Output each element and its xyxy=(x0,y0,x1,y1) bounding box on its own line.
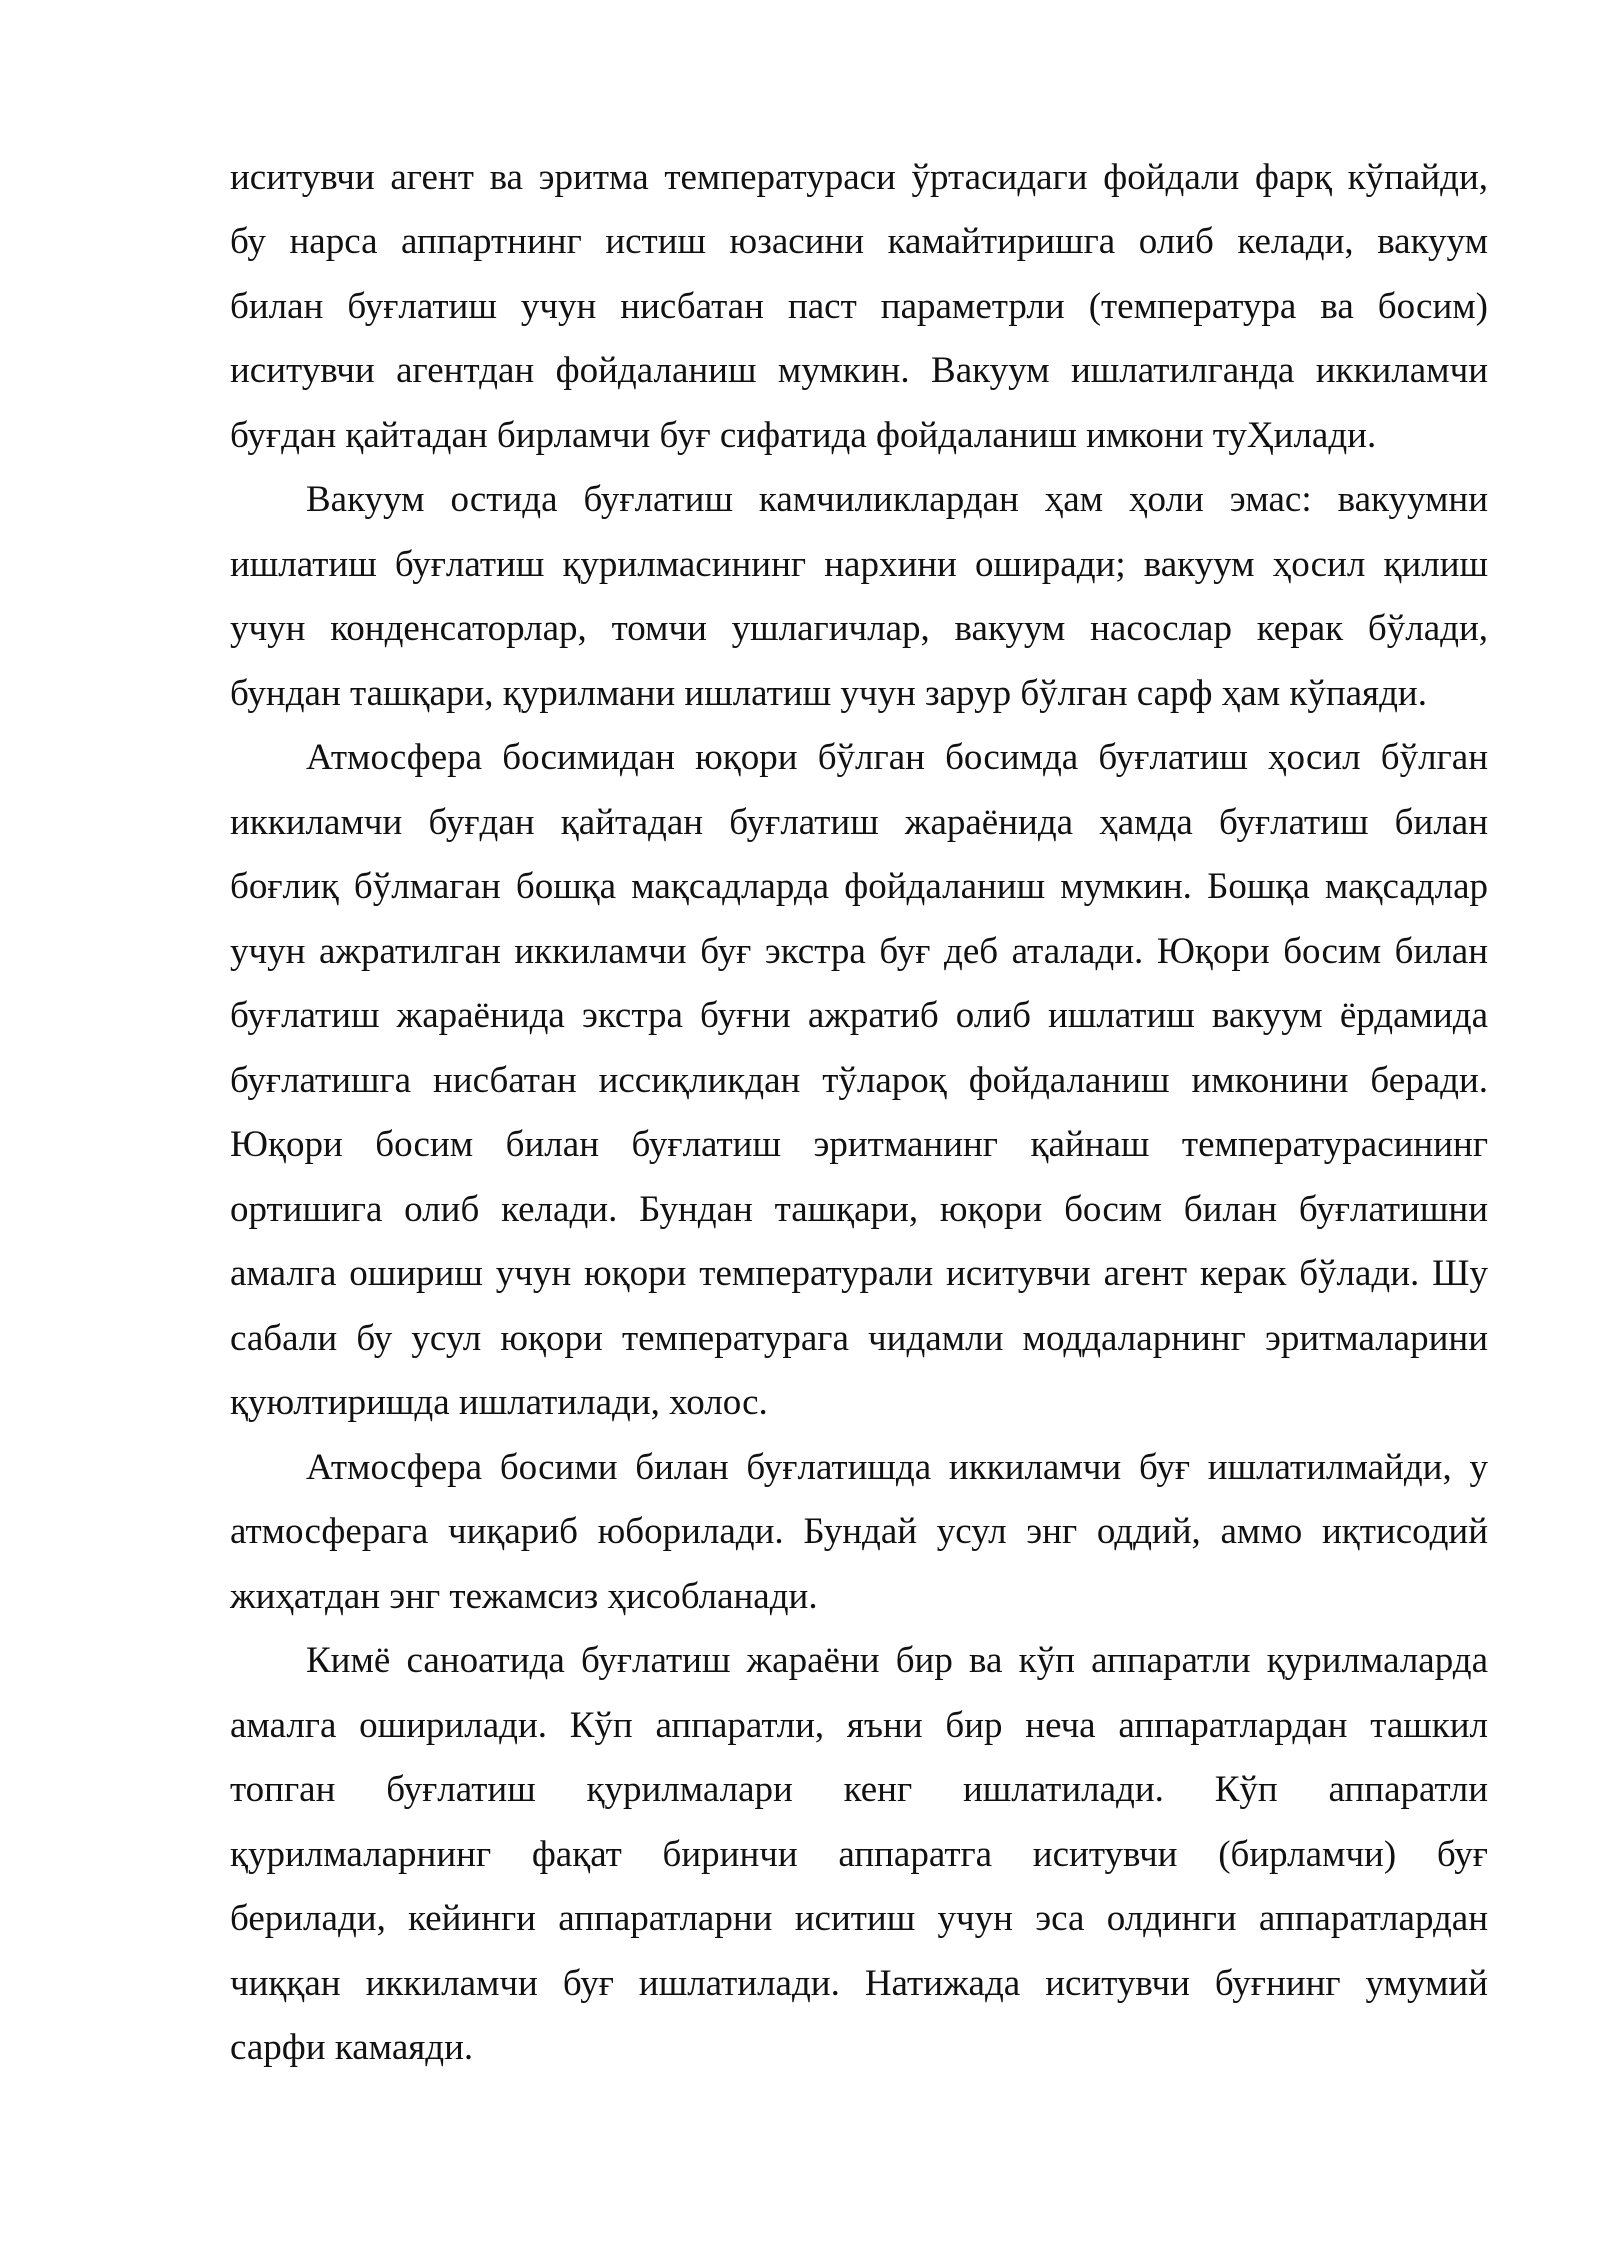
paragraph-line: қуюлтиришда ишлатилади, холос. xyxy=(230,1382,768,1423)
paragraph-line: ортишига олиб келади. Бундан ташқари, юқори босим билан буғлатишни xyxy=(230,1189,1488,1230)
paragraph-line: учун конденсаторлар, томчи ушлагичлар, вакуум насослар керак бўлади, xyxy=(230,608,1488,649)
paragraph-line: атмосферага чиқариб юборилади. Бундай усул энг оддий, аммо иқтисодий xyxy=(230,1511,1488,1552)
paragraph-line: буғлатиш жараёнида экстра буғни ажратиб олиб ишлатиш вакуум ёрдамида xyxy=(230,995,1488,1036)
paragraph-line: боғлиқ бўлмаган бошқа мақсадларда фойдаланиш мумкин. Бошқа мақсадлар xyxy=(230,866,1488,907)
paragraph-line: топган буғлатиш қурилмалари кенг ишлатилади. Кўп аппаратли xyxy=(230,1769,1488,1810)
paragraph-line: билан буғлатиш учун нисбатан паст параметрли (температура ва босим) xyxy=(230,286,1488,327)
paragraph-line: амалга ошириш учун юқори температурали иситувчи агент керак бўлади. Шу xyxy=(230,1253,1488,1294)
paragraph-line: учун ажратилган иккиламчи буғ экстра буғ деб аталади. Юқори босим билан xyxy=(230,931,1488,972)
paragraph-line: бу нарса аппартнинг истиш юзасини камайтиришга олиб келади, вакуум xyxy=(230,221,1488,262)
paragraph-line: ишлатиш буғлатиш қурилмасининг нархини оширади; вакуум ҳосил қилиш xyxy=(230,544,1488,585)
paragraph-line: чиққан иккиламчи буғ ишлатилади. Натижада иситувчи буғнинг умумий xyxy=(230,1963,1488,2004)
paragraph-line: Кимё саноатида буғлатиш жараёни бир ва кўп аппаратли қурилмаларда xyxy=(306,1640,1488,1681)
paragraph-line: сарфи камаяди. xyxy=(230,2027,474,2068)
paragraph-line: қурилмаларнинг фақат биринчи аппаратга иситувчи (бирламчи) буғ xyxy=(230,1834,1488,1875)
paragraph-line: Атмосфера босимидан юқори бўлган босимда буғлатиш ҳосил бўлган xyxy=(306,737,1488,778)
paragraph-line: берилади, кейинги аппаратларни иситиш учун эса олдинги аппаратлардан xyxy=(230,1898,1488,1939)
paragraph-line: буғлатишга нисбатан иссиқликдан тўлароқ фойдаланиш имконини беради. xyxy=(230,1060,1488,1101)
paragraph-line: буғдан қайтадан бирламчи буғ сифатида фойдаланиш имкони туҲилади. xyxy=(230,415,1377,456)
paragraph-line: Вакуум остида буғлатиш камчиликлардан ҳам ҳоли эмас: вакуумни xyxy=(306,479,1488,520)
paragraph-line: жиҳатдан энг тежамсиз ҳисобланади. xyxy=(230,1576,818,1617)
paragraph-line: сабали бу усул юқори температурага чидамли моддаларнинг эритмаларини xyxy=(230,1318,1488,1359)
paragraph-line: иккиламчи буғдан қайтадан буғлатиш жараёнида ҳамда буғлатиш билан xyxy=(230,802,1488,843)
paragraph-line: иситувчи агентдан фойдаланиш мумкин. Вакуум ишлатилганда иккиламчи xyxy=(230,350,1488,391)
paragraph-line: иситувчи агент ва эритма температураси ўртасидаги фойдали фарқ кўпайди, xyxy=(230,157,1488,198)
paragraph-line: Юқори босим билан буғлатиш эритманинг қайнаш температурасининг xyxy=(230,1124,1488,1165)
paragraph-line: Атмосфера босими билан буғлатишда иккиламчи буғ ишлатилмайди, у xyxy=(306,1447,1488,1488)
paragraph-line: бундан ташқари, қурилмани ишлатиш учун зарур бўлган сарф ҳам кўпаяди. xyxy=(230,673,1427,714)
paragraph-line: амалга оширилади. Кўп аппаратли, яъни бир неча аппаратлардан ташкил xyxy=(230,1705,1488,1746)
